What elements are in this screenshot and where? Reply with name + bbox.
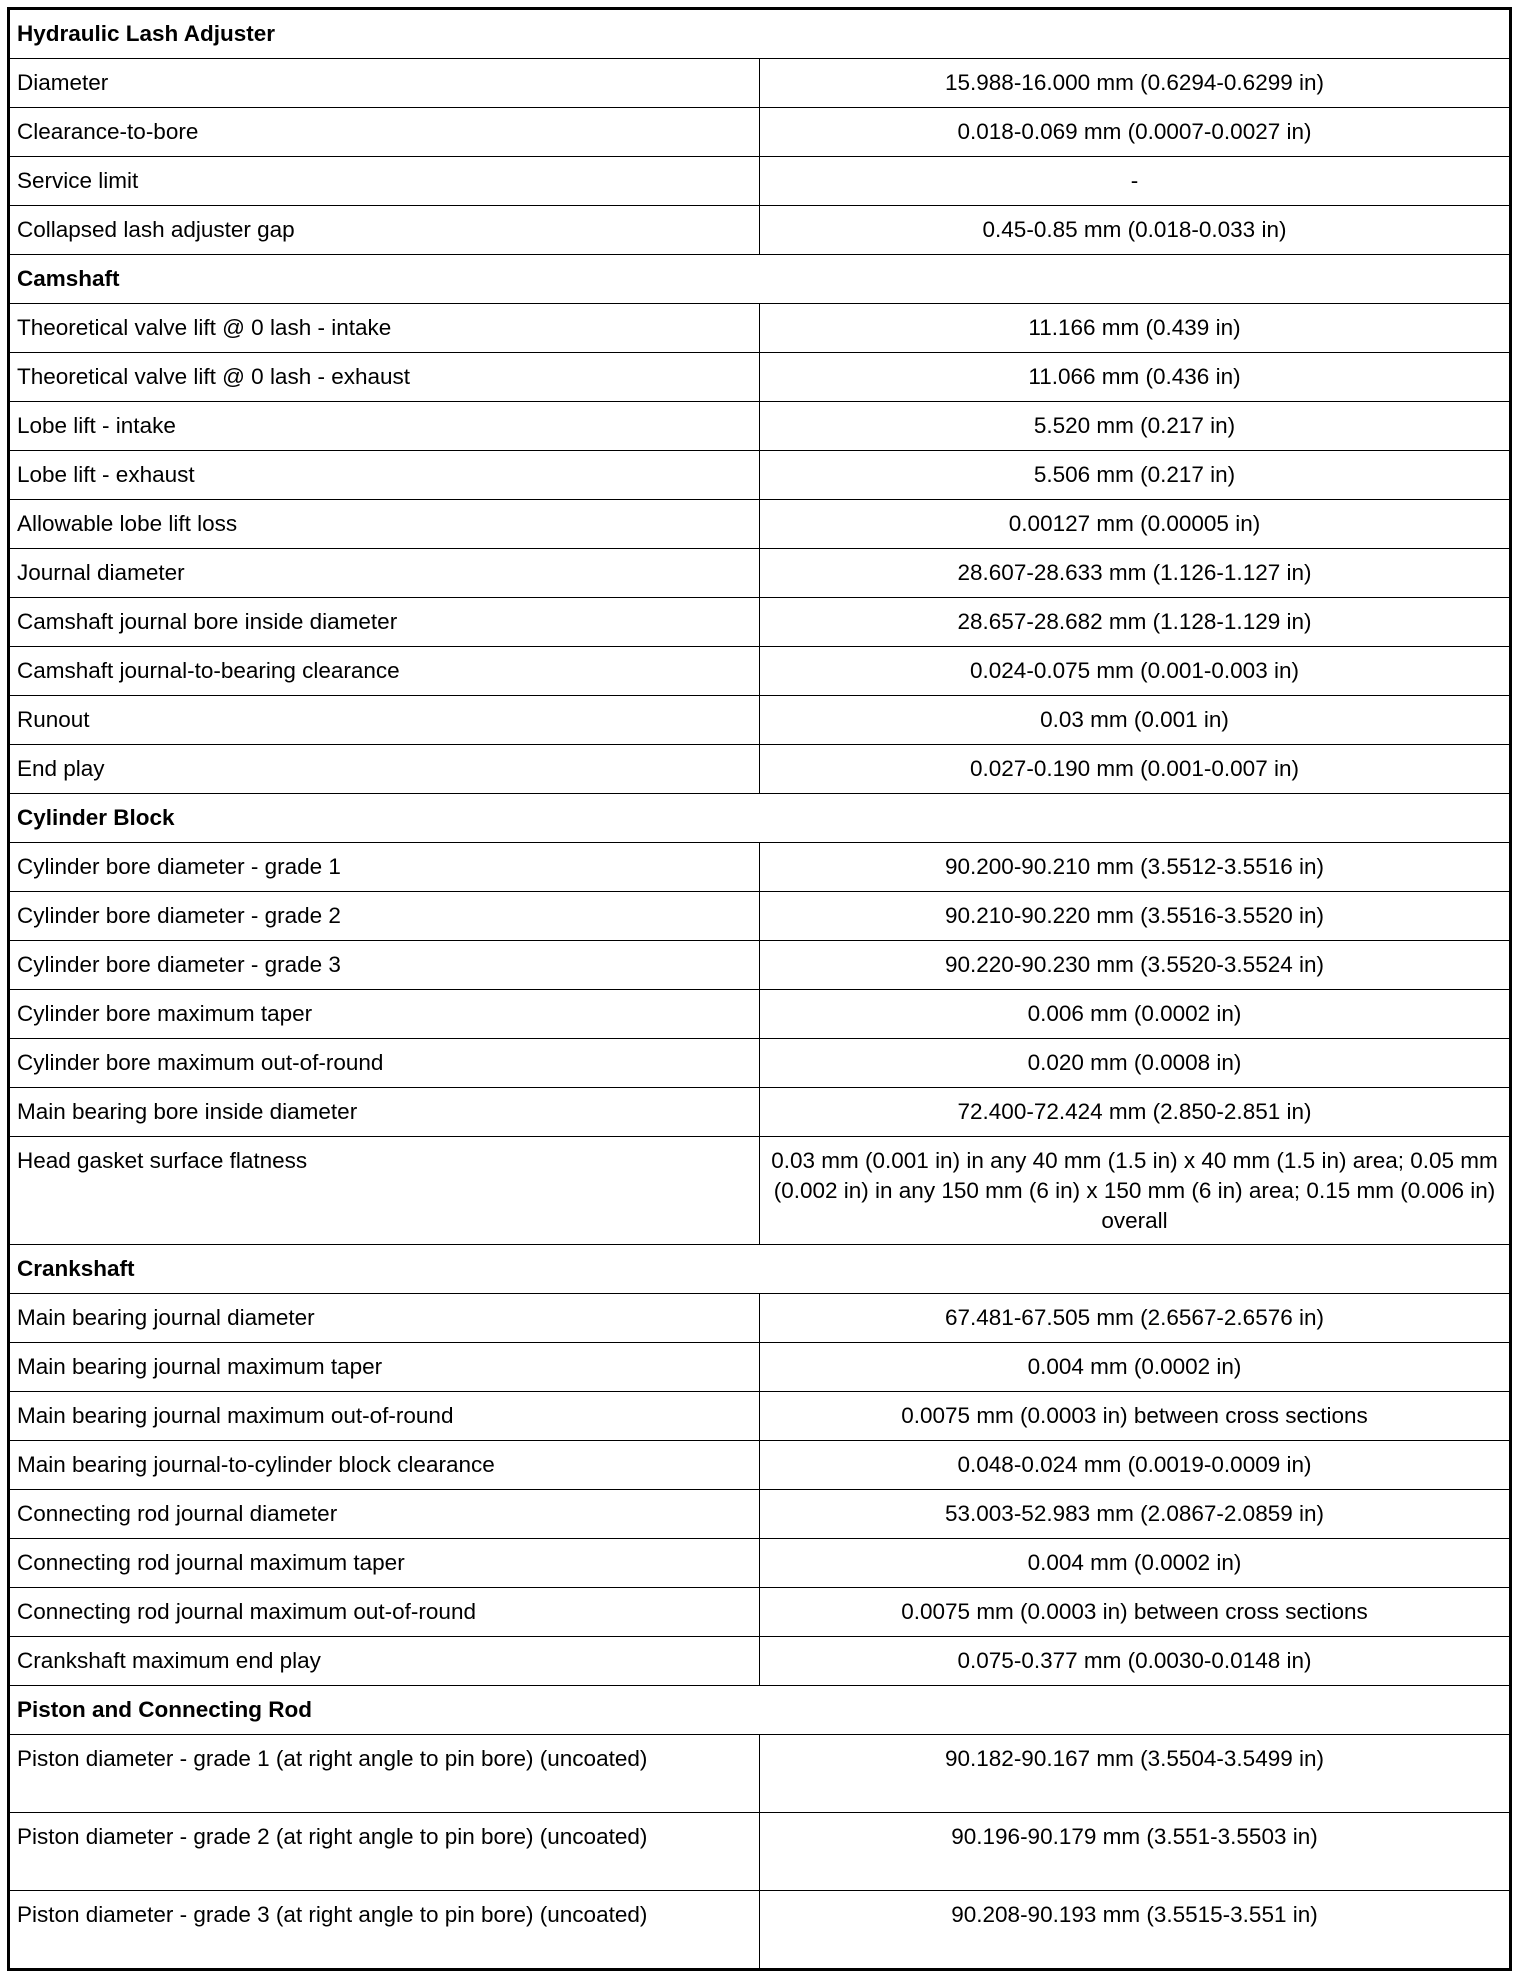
spec-label: Head gasket surface flatness <box>9 1137 760 1245</box>
table-row <box>9 206 1511 255</box>
spec-value: 11.166 mm (0.439 in) <box>760 304 1511 353</box>
spec-value: 90.220-90.230 mm (3.5520-3.5524 in) <box>760 941 1511 990</box>
spec-label: Connecting rod journal diameter <box>9 1490 760 1539</box>
spec-label: Cylinder bore maximum out-of-round <box>9 1039 760 1088</box>
table-row <box>9 892 1511 941</box>
table-row <box>9 647 1511 696</box>
spec-label: Cylinder bore diameter - grade 3 <box>9 941 760 990</box>
section-title: Camshaft <box>9 255 1511 304</box>
spec-label: Lobe lift - intake <box>9 402 760 451</box>
spec-label: Service limit <box>9 157 760 206</box>
spec-value: 0.006 mm (0.0002 in) <box>760 990 1511 1039</box>
spec-label: Crankshaft maximum end play <box>9 1637 760 1686</box>
table-row <box>9 1294 1511 1343</box>
section-title: Hydraulic Lash Adjuster <box>9 9 1511 59</box>
spec-value: 0.004 mm (0.0002 in) <box>760 1343 1511 1392</box>
spec-label: Theoretical valve lift @ 0 lash - intake <box>9 304 760 353</box>
table-row <box>9 549 1511 598</box>
table-row <box>9 1588 1511 1637</box>
specifications-table-body <box>9 9 1511 1970</box>
spec-label: Journal diameter <box>9 549 760 598</box>
table-row <box>9 1637 1511 1686</box>
section-title: Piston and Connecting Rod <box>9 1686 1511 1735</box>
section-header-row <box>9 255 1511 304</box>
table-row <box>9 353 1511 402</box>
table-row <box>9 1735 1511 1813</box>
spec-value: 0.0075 mm (0.0003 in) between cross sections <box>760 1392 1511 1441</box>
table-row <box>9 500 1511 549</box>
spec-label: Cylinder bore maximum taper <box>9 990 760 1039</box>
spec-value: 0.00127 mm (0.00005 in) <box>760 500 1511 549</box>
table-row <box>9 1813 1511 1891</box>
table-row <box>9 1039 1511 1088</box>
spec-label: Allowable lobe lift loss <box>9 500 760 549</box>
table-row <box>9 1137 1511 1245</box>
section-header-row <box>9 9 1511 59</box>
spec-value: 0.004 mm (0.0002 in) <box>760 1539 1511 1588</box>
section-title: Cylinder Block <box>9 794 1511 843</box>
table-row <box>9 598 1511 647</box>
spec-label: Piston diameter - grade 2 (at right angle to pin bore) (uncoated) <box>9 1813 760 1891</box>
table-row <box>9 157 1511 206</box>
spec-label: Lobe lift - exhaust <box>9 451 760 500</box>
spec-value: 0.027-0.190 mm (0.001-0.007 in) <box>760 745 1511 794</box>
table-row <box>9 1539 1511 1588</box>
table-row <box>9 1392 1511 1441</box>
spec-label: Connecting rod journal maximum out-of-round <box>9 1588 760 1637</box>
spec-value: 5.506 mm (0.217 in) <box>760 451 1511 500</box>
section-header-row <box>9 794 1511 843</box>
spec-value: 90.182-90.167 mm (3.5504-3.5499 in) <box>760 1735 1511 1813</box>
spec-value: 28.607-28.633 mm (1.126-1.127 in) <box>760 549 1511 598</box>
spec-label: Main bearing journal maximum out-of-round <box>9 1392 760 1441</box>
section-header-row <box>9 1686 1511 1735</box>
table-row <box>9 1343 1511 1392</box>
spec-value: 15.988-16.000 mm (0.6294-0.6299 in) <box>760 59 1511 108</box>
spec-value: 90.210-90.220 mm (3.5516-3.5520 in) <box>760 892 1511 941</box>
table-row <box>9 1490 1511 1539</box>
spec-label: Cylinder bore diameter - grade 2 <box>9 892 760 941</box>
spec-label: Runout <box>9 696 760 745</box>
spec-value: 0.03 mm (0.001 in) in any 40 mm (1.5 in) x 40 mm (1.5 in) area; 0.05 mm (0.002 in) in any 150 mm (6 in) x 150 mm (6 in) area; 0.15 mm (0.006 in) overall <box>760 1137 1511 1245</box>
spec-value: 0.048-0.024 mm (0.0019-0.0009 in) <box>760 1441 1511 1490</box>
spec-label: Collapsed lash adjuster gap <box>9 206 760 255</box>
spec-value: 28.657-28.682 mm (1.128-1.129 in) <box>760 598 1511 647</box>
spec-label: Connecting rod journal maximum taper <box>9 1539 760 1588</box>
spec-value: 67.481-67.505 mm (2.6567-2.6576 in) <box>760 1294 1511 1343</box>
table-row <box>9 696 1511 745</box>
table-row <box>9 1088 1511 1137</box>
table-row <box>9 1441 1511 1490</box>
spec-value: 11.066 mm (0.436 in) <box>760 353 1511 402</box>
spec-label: Camshaft journal bore inside diameter <box>9 598 760 647</box>
section-header-row <box>9 1245 1511 1294</box>
table-row <box>9 745 1511 794</box>
spec-value: 5.520 mm (0.217 in) <box>760 402 1511 451</box>
spec-value: 0.018-0.069 mm (0.0007-0.0027 in) <box>760 108 1511 157</box>
section-title: Crankshaft <box>9 1245 1511 1294</box>
table-row <box>9 1891 1511 1970</box>
spec-label: Theoretical valve lift @ 0 lash - exhaust <box>9 353 760 402</box>
table-row <box>9 304 1511 353</box>
spec-value: 0.024-0.075 mm (0.001-0.003 in) <box>760 647 1511 696</box>
spec-value: 0.0075 mm (0.0003 in) between cross sections <box>760 1588 1511 1637</box>
table-row <box>9 843 1511 892</box>
spec-label: Main bearing journal maximum taper <box>9 1343 760 1392</box>
spec-value: 90.196-90.179 mm (3.551-3.5503 in) <box>760 1813 1511 1891</box>
table-row <box>9 402 1511 451</box>
spec-value: 90.200-90.210 mm (3.5512-3.5516 in) <box>760 843 1511 892</box>
spec-value: 53.003-52.983 mm (2.0867-2.0859 in) <box>760 1490 1511 1539</box>
table-row <box>9 451 1511 500</box>
spec-value: 0.020 mm (0.0008 in) <box>760 1039 1511 1088</box>
spec-label: Cylinder bore diameter - grade 1 <box>9 843 760 892</box>
table-row <box>9 59 1511 108</box>
spec-value: 0.03 mm (0.001 in) <box>760 696 1511 745</box>
spec-label: Clearance-to-bore <box>9 108 760 157</box>
spec-label: Piston diameter - grade 3 (at right angle to pin bore) (uncoated) <box>9 1891 760 1970</box>
specifications-table <box>7 7 1512 1971</box>
spec-label: Diameter <box>9 59 760 108</box>
spec-label: Main bearing bore inside diameter <box>9 1088 760 1137</box>
table-row <box>9 990 1511 1039</box>
spec-value: 90.208-90.193 mm (3.5515-3.551 in) <box>760 1891 1511 1970</box>
spec-label: End play <box>9 745 760 794</box>
spec-label: Piston diameter - grade 1 (at right angle to pin bore) (uncoated) <box>9 1735 760 1813</box>
spec-value: 72.400-72.424 mm (2.850-2.851 in) <box>760 1088 1511 1137</box>
table-row <box>9 108 1511 157</box>
spec-label: Main bearing journal-to-cylinder block clearance <box>9 1441 760 1490</box>
spec-label: Main bearing journal diameter <box>9 1294 760 1343</box>
spec-value: - <box>760 157 1511 206</box>
spec-value: 0.075-0.377 mm (0.0030-0.0148 in) <box>760 1637 1511 1686</box>
table-row <box>9 941 1511 990</box>
spec-value: 0.45-0.85 mm (0.018-0.033 in) <box>760 206 1511 255</box>
spec-label: Camshaft journal-to-bearing clearance <box>9 647 760 696</box>
